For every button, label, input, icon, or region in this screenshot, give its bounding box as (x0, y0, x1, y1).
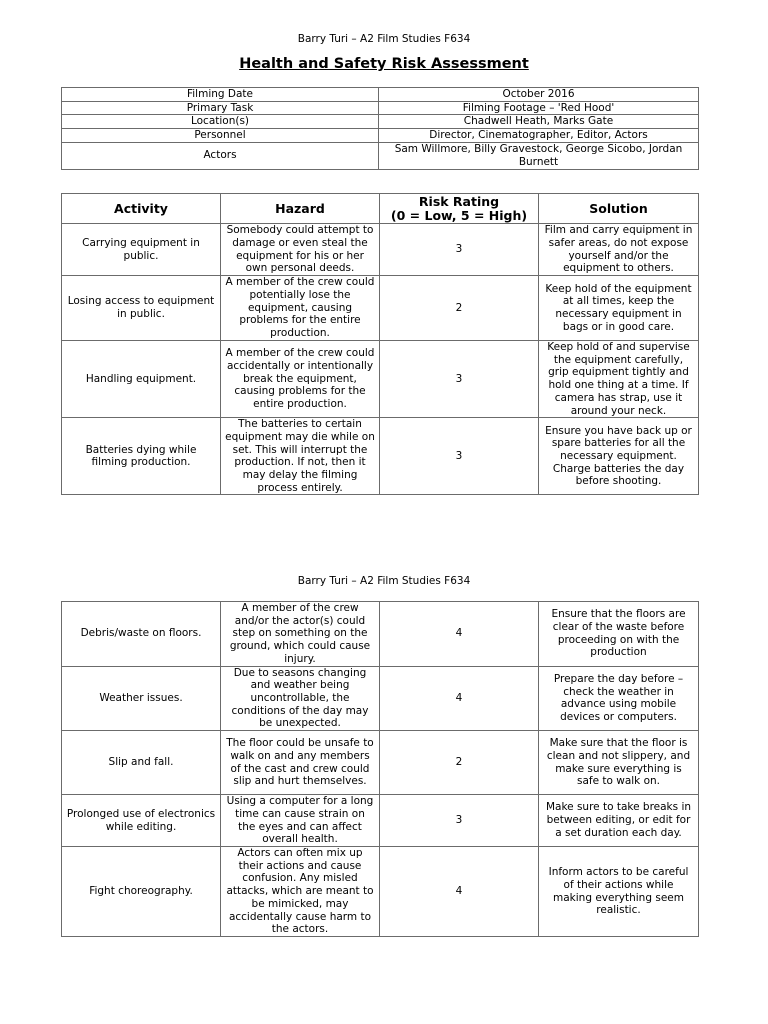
risk-rating-cell: 2 (380, 276, 539, 341)
solution-cell: Keep hold of the equipment at all times, keep the necessary equipment in bags or in good care. (539, 276, 699, 341)
info-value: Chadwell Heath, Marks Gate (379, 115, 699, 129)
hazard-cell: The floor could be unsafe to walk on and any members of the cast and crew could slip and hurt themselves. (221, 731, 380, 795)
filming-info-table (61, 87, 699, 170)
activity-cell: Batteries dying while filming production. (62, 418, 221, 495)
info-label: Actors (62, 142, 379, 169)
table-row (62, 224, 699, 276)
activity-cell: Losing access to equipment in public. (62, 276, 221, 341)
activity-cell: Prolonged use of electronics while editing. (62, 795, 221, 847)
table-row (62, 666, 699, 731)
solution-cell: Make sure that the floor is clean and not slippery, and make sure everything is safe to walk on. (539, 731, 699, 795)
table-row (62, 341, 699, 418)
hazard-cell: Using a computer for a long time can cause strain on the eyes and can affect overall health. (221, 795, 380, 847)
activity-cell: Handling equipment. (62, 341, 221, 418)
table-row (62, 276, 699, 341)
activity-cell: Carrying equipment in public. (62, 224, 221, 276)
column-header-activity: Activity (62, 194, 221, 224)
info-row-actors (62, 142, 699, 169)
info-row-primary-task (62, 101, 699, 115)
risk-rating-cell: 3 (380, 224, 539, 276)
column-header-risk-rating (380, 194, 539, 224)
table-row (62, 731, 699, 795)
table-row (62, 847, 699, 937)
table-row (62, 795, 699, 847)
risk-rating-cell: 2 (380, 731, 539, 795)
risk-assessment-table-continued (61, 601, 699, 937)
hazard-cell: A member of the crew could accidentally or intentionally break the equipment, causing problems for the entire production. (221, 341, 380, 418)
info-row-locations (62, 115, 699, 129)
solution-cell: Ensure that the floors are clear of the waste before proceeding on with the production (539, 602, 699, 667)
info-row-personnel (62, 129, 699, 143)
page-header: Barry Turi – A2 Film Studies F634 (297, 33, 471, 45)
info-value: Sam Willmore, Billy Gravestock, George Sicobo, Jordan Burnett (379, 142, 699, 169)
activity-cell: Weather issues. (62, 666, 221, 731)
page-header: Barry Turi – A2 Film Studies F634 (297, 575, 471, 587)
risk-rating-cell: 4 (380, 847, 539, 937)
hazard-cell: Due to seasons changing and weather being uncontrollable, the conditions of the day may be unexpected. (221, 666, 380, 731)
hazard-cell: The batteries to certain equipment may die while on set. This will interrupt the production. If not, then it may delay the filming process entirely. (221, 418, 380, 495)
info-value: Filming Footage – 'Red Hood' (379, 101, 699, 115)
column-header-solution: Solution (539, 194, 699, 224)
document-title: Health and Safety Risk Assessment (239, 56, 529, 72)
info-label: Filming Date (62, 88, 379, 102)
info-value: October 2016 (379, 88, 699, 102)
info-label: Location(s) (62, 115, 379, 129)
solution-cell: Prepare the day before – check the weather in advance using mobile devices or computers. (539, 666, 699, 731)
info-label: Personnel (62, 129, 379, 143)
column-header-hazard: Hazard (221, 194, 380, 224)
solution-cell: Inform actors to be careful of their actions while making everything seem realistic. (539, 847, 699, 937)
risk-rating-cell: 3 (380, 341, 539, 418)
info-row-filming-date (62, 88, 699, 102)
info-value: Director, Cinematographer, Editor, Actors (379, 129, 699, 143)
activity-cell: Slip and fall. (62, 731, 221, 795)
solution-cell: Ensure you have back up or spare batteries for all the necessary equipment. Charge batteries the day before shooting. (539, 418, 699, 495)
risk-rating-cell: 3 (380, 418, 539, 495)
hazard-cell: A member of the crew could potentially lose the equipment, causing problems for the entire production. (221, 276, 380, 341)
risk-rating-cell: 4 (380, 602, 539, 667)
activity-cell: Fight choreography. (62, 847, 221, 937)
hazard-cell: A member of the crew and/or the actor(s) could step on something on the ground, which could cause injury. (221, 602, 380, 667)
hazard-cell: Somebody could attempt to damage or even steal the equipment for his or her own personal deeds. (221, 224, 380, 276)
solution-cell: Make sure to take breaks in between editing, or edit for a set duration each day. (539, 795, 699, 847)
solution-cell: Keep hold of and supervise the equipment carefully, grip equipment tightly and hold one thing at a time. If camera has strap, use it around your neck. (539, 341, 699, 418)
risk-rating-cell: 4 (380, 666, 539, 731)
table-row (62, 418, 699, 495)
risk-assessment-table (61, 193, 699, 495)
hazard-cell: Actors can often mix up their actions and cause confusion. Any misled attacks, which are meant to be mimicked, may accidentally cause harm to the actors. (221, 847, 380, 937)
solution-cell: Film and carry equipment in safer areas, do not expose yourself and/or the equipment to others. (539, 224, 699, 276)
risk-rating-title: Risk Rating (418, 193, 500, 209)
risk-rating-scale: (0 = Low, 5 = High) (390, 207, 528, 223)
activity-cell: Debris/waste on floors. (62, 602, 221, 667)
table-row (62, 602, 699, 667)
risk-rating-cell: 3 (380, 795, 539, 847)
table-header-row (62, 194, 699, 224)
info-label: Primary Task (62, 101, 379, 115)
